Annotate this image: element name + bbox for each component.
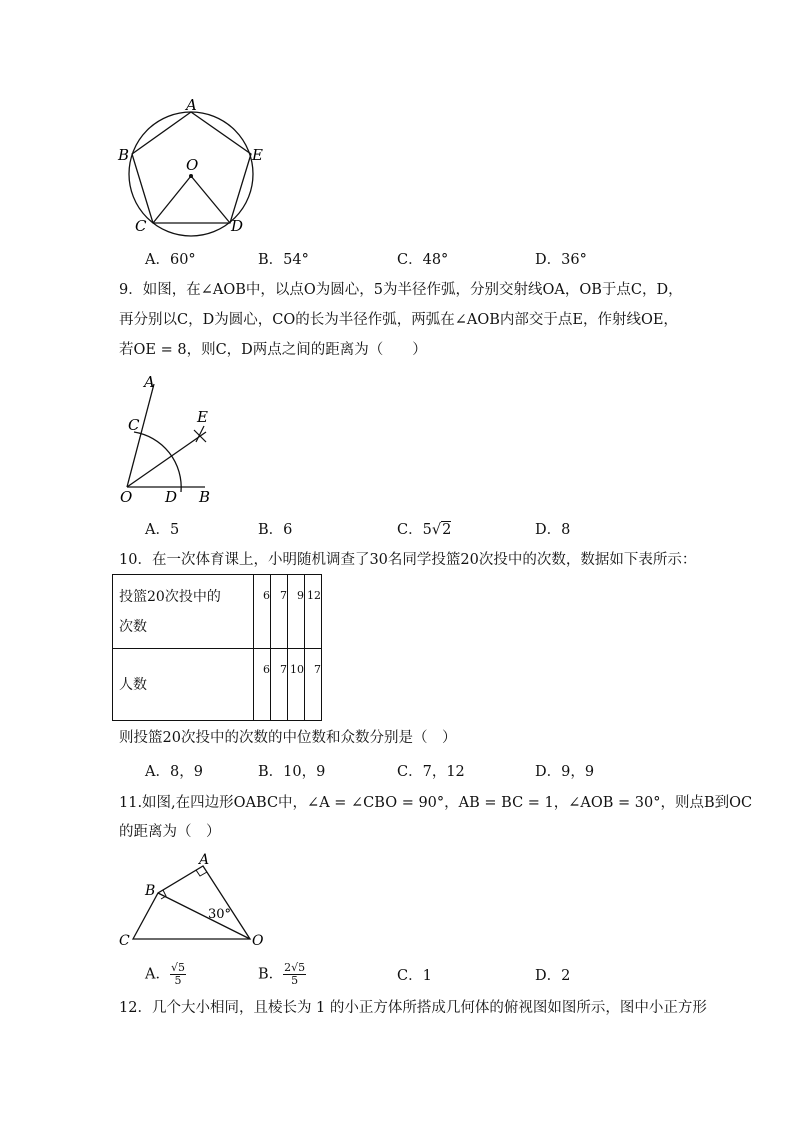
q10-options xyxy=(145,760,625,782)
q9-option-d[interactable]: D．8 xyxy=(535,522,571,538)
q9-stem-line1: 9．如图，在∠AOB中，以点O为圆心，5为半径作弧，分别交射线OA，OB于点C，D， xyxy=(119,282,683,298)
q9-stem-line3: 若OE = 8，则C，D两点之间的距离为（ ） xyxy=(119,342,427,358)
q11-stem-line1: 11.如图,在四边形OABC中，∠A = ∠CBO = 90°，AB = BC = 1，∠AOB = 30°，则点B到OC xyxy=(119,795,753,811)
q12-stem-line1: 12．几个大小相同，且棱长为 1 的小正方体所搭成几何体的俯视图如图所示，图中小正方形 xyxy=(119,1000,707,1016)
segment-od xyxy=(191,176,230,223)
table-cell: 10 xyxy=(288,649,305,721)
fraction-denominator: 5 xyxy=(174,974,182,987)
label-e: E xyxy=(197,408,208,426)
q8-option-d[interactable]: D．36° xyxy=(535,252,587,268)
angle-bisector-figure xyxy=(110,372,230,507)
table-row xyxy=(113,649,322,721)
right-angle-a xyxy=(196,870,207,876)
diagonal-bo xyxy=(158,893,250,939)
q9-option-c[interactable] xyxy=(397,518,451,539)
row1-label-line1: 投篮20次投中的 xyxy=(119,588,221,605)
q8-option-a[interactable]: A．60° xyxy=(145,252,196,268)
row1-label-line2: 次数 xyxy=(119,618,147,635)
label-b: B xyxy=(145,883,156,899)
table-cell xyxy=(113,649,254,721)
fraction-numerator: √5 xyxy=(170,961,185,974)
table-cell: 12 xyxy=(305,575,322,649)
q11-option-a-prefix: A． xyxy=(145,966,170,983)
q11-option-c[interactable]: C．1 xyxy=(397,968,432,984)
table-cell: 7 xyxy=(271,649,288,721)
label-d: D xyxy=(165,488,178,506)
fraction-b xyxy=(283,962,306,987)
q10-stem-line2: 则投篮20次投中的次数的中位数和众数分别是（ ） xyxy=(119,730,457,746)
sqrt-sign: √ xyxy=(431,522,442,538)
label-b: B xyxy=(118,146,130,164)
q8-options xyxy=(145,248,625,270)
q9-option-c-radicand: 2 xyxy=(442,522,452,538)
q10-option-d[interactable]: D．9，9 xyxy=(535,764,595,780)
q8-option-c[interactable]: C．48° xyxy=(397,252,449,268)
label-angle-30: 30° xyxy=(208,907,232,922)
label-o: O xyxy=(252,933,264,949)
q10-option-a[interactable]: A．8，9 xyxy=(145,764,203,780)
arc-mark-1 xyxy=(194,430,206,442)
label-b: B xyxy=(199,488,211,506)
q11-stem-line2: 的距离为（ ） xyxy=(119,824,221,840)
label-a: A xyxy=(186,96,197,114)
label-c: C xyxy=(119,933,130,949)
label-d: D xyxy=(231,217,244,235)
q8-option-b[interactable]: B．54° xyxy=(258,252,309,268)
label-o: O xyxy=(120,488,133,506)
quadrilateral-oabc xyxy=(133,866,250,939)
fraction-a xyxy=(170,962,186,987)
table-cell: 6 xyxy=(254,575,271,649)
pentagon-circle-figure xyxy=(110,95,280,240)
q9-options xyxy=(145,518,625,540)
q11-option-d[interactable]: D．2 xyxy=(535,968,571,984)
table-cell: 7 xyxy=(305,649,322,721)
q10-stem-line1: 10．在一次体育课上，小明随机调查了30名同学投篮20次投中的次数，数据如下表所示： xyxy=(119,552,697,568)
arc-cd xyxy=(134,432,181,492)
label-a: A xyxy=(144,373,155,391)
table-cell: 7 xyxy=(271,575,288,649)
label-e: E xyxy=(252,146,263,164)
q9-option-c-prefix: C．5 xyxy=(397,522,432,538)
q11-option-b[interactable] xyxy=(258,962,306,987)
quadrilateral-figure xyxy=(112,845,272,955)
q10-option-c[interactable]: C．7，12 xyxy=(397,764,465,780)
label-a: A xyxy=(199,852,210,868)
segment-oc xyxy=(153,176,191,223)
q11-option-b-prefix: B． xyxy=(258,966,284,983)
table-cell: 9 xyxy=(288,575,305,649)
label-o: O xyxy=(186,156,199,174)
q10-data-table xyxy=(112,574,322,721)
fraction-numerator: 2√5 xyxy=(284,961,306,974)
q11-options xyxy=(145,958,625,990)
row2-label: 人数 xyxy=(119,676,147,693)
q9-option-a[interactable]: A．5 xyxy=(145,522,180,538)
table-cell xyxy=(113,575,254,649)
q10-option-b[interactable]: B．10，9 xyxy=(258,764,326,780)
q9-option-b[interactable]: B．6 xyxy=(258,522,293,538)
fraction-denominator: 5 xyxy=(291,974,299,987)
table-row xyxy=(113,575,322,649)
center-point xyxy=(189,174,193,178)
q11-option-a[interactable] xyxy=(145,962,186,987)
label-c: C xyxy=(135,217,147,235)
table-cell: 6 xyxy=(254,649,271,721)
label-c: C xyxy=(128,416,140,434)
q9-stem-line2: 再分别以C，D为圆心，CO的长为半径作弧，两弧在∠AOB内部交于点E，作射线OE， xyxy=(119,312,678,328)
